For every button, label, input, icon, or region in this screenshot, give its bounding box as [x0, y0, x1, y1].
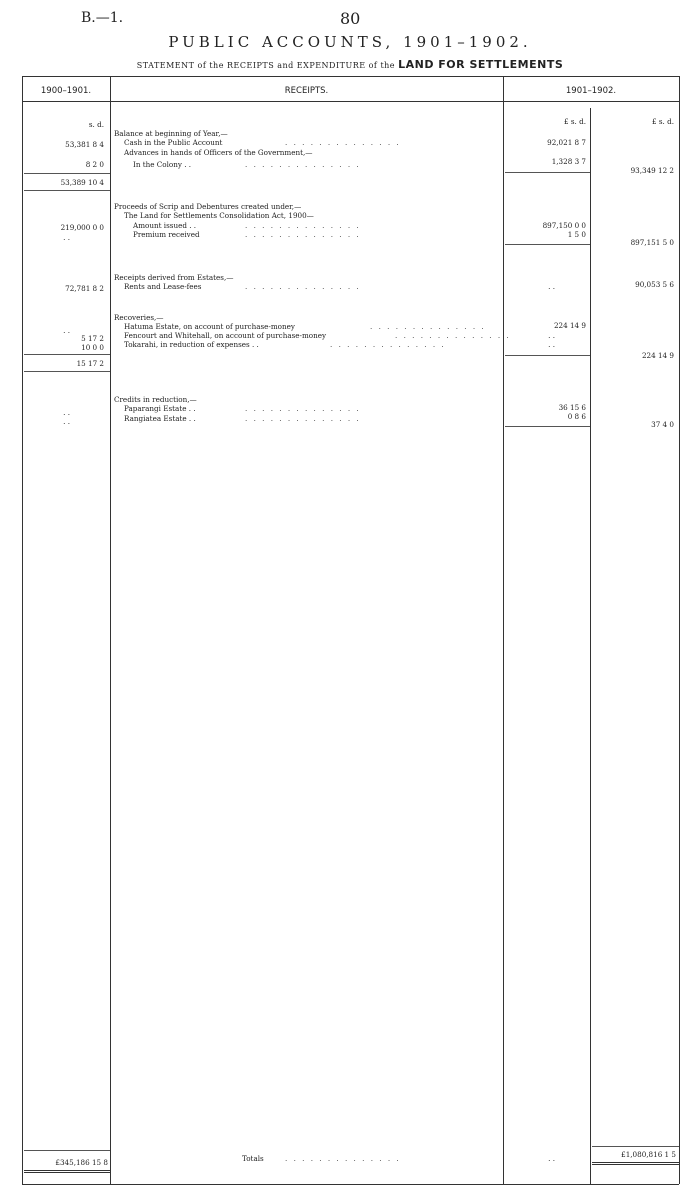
dot-leader: . . . . . . . . . . . . . .: [245, 282, 361, 291]
curr-subtotal-rule: [505, 355, 590, 356]
column-divider-2: [503, 76, 504, 1184]
dot-leader: . . . . . . . . . . . . . .: [245, 230, 361, 239]
curr-balance-total: 93,349 12 2: [630, 166, 674, 175]
curr-subtotal-rule: [505, 244, 590, 245]
prev-balance-subtotal: 53,389 10 4: [60, 178, 104, 187]
balance-advances-label: Advances in hands of Officers of the Government,—: [124, 148, 313, 157]
prev-credits-paparangi: . .: [63, 408, 70, 417]
recoveries-fencourt-label: Fencourt and Whitehall, on account of purchase-money: [124, 331, 327, 340]
prev-estates-rents: 72,781 8 2: [65, 284, 104, 293]
curr-recoveries-hatuma: 224 14 9: [553, 321, 586, 330]
curr-total-inner: . .: [548, 1154, 555, 1163]
table-right-border: [679, 76, 680, 1184]
dot-leader: . . . . . . . . . . . . . .: [245, 160, 361, 169]
report-reference: B.—1.: [81, 10, 124, 26]
curr-recoveries-total: 224 14 9: [641, 351, 674, 360]
prev-scrip-issued: 219,000 0 0: [60, 223, 104, 232]
unit-label-prev: s. d.: [88, 120, 104, 129]
curr-credits-total: 37 4 0: [651, 420, 674, 429]
recoveries-tokarahi-label: Tokarahi, in reduction of expenses . .: [124, 340, 259, 349]
curr-scrip-issued: 897,150 0 0: [542, 221, 586, 230]
scrip-act-label: The Land for Settlements Consolidation Act, 1900—: [124, 211, 314, 220]
page-number: 80: [340, 9, 361, 28]
curr-recoveries-tokarahi: . .: [548, 340, 555, 349]
curr-credits-paparangi: 36 15 6: [558, 403, 586, 412]
prev-recoveries-hatuma: . .: [63, 326, 70, 335]
dot-leader: . . . . . . . . . . . . . .: [370, 322, 486, 331]
dot-leader: . . . . . . . . . . . . . .: [285, 1154, 401, 1163]
curr-balance-cash: 92,021 8 7: [547, 138, 586, 147]
table-bottom-rule: [22, 1184, 679, 1185]
balance-cash-label: Cash in the Public Account: [124, 138, 223, 147]
prev-total-double-rule: [24, 1172, 110, 1173]
balance-heading: Balance at beginning of Year,—: [114, 129, 228, 138]
prev-subtotal-rule: [24, 173, 110, 174]
column-header-prev-year: 1900–1901.: [40, 86, 92, 96]
curr-subtotal-rule: [505, 426, 590, 427]
dot-leader: . . . . . . . . . . . . . .: [330, 340, 446, 349]
unit-label-curr-inner: £ s. d.: [563, 117, 586, 126]
dot-leader: . . . . . . . . . . . . . .: [245, 414, 361, 423]
estates-heading: Receipts derived from Estates,—: [114, 273, 234, 282]
prev-scrip-premium: . .: [63, 233, 70, 242]
curr-recoveries-fencourt: . .: [548, 331, 555, 340]
recoveries-heading: Recoveries,—: [114, 313, 164, 322]
dot-leader: . . . . . . . . . . . . . .: [245, 221, 361, 230]
balance-colony-label: In the Colony . .: [133, 160, 192, 169]
subtitle-bold: LAND FOR SETTLEMENTS: [398, 58, 564, 71]
page-title: PUBLIC ACCOUNTS, 1901–1902.: [168, 33, 532, 51]
curr-subtotal-rule: [505, 172, 590, 173]
prev-credits-rangiatea: . .: [63, 417, 70, 426]
prev-subtotal-rule: [24, 190, 110, 191]
curr-total-double-rule: [592, 1164, 679, 1165]
dot-leader: . . . . . . . . . . . . . .: [245, 404, 361, 413]
curr-scrip-total: 897,151 5 0: [630, 238, 674, 247]
estates-rents-label: Rents and Lease-fees: [124, 282, 202, 291]
prev-recoveries-subtotal: 15 17 2: [76, 359, 104, 368]
curr-scrip-premium: 1 5 0: [567, 230, 586, 239]
credits-rangiatea-label: Rangiatea Estate . .: [124, 414, 196, 423]
recoveries-hatuma-label: Hatuma Estate, on account of purchase-money: [124, 322, 295, 331]
scrip-premium-label: Premium received: [133, 230, 200, 239]
column-divider-3: [590, 108, 591, 1184]
curr-credits-rangiatea: 0 8 6: [567, 412, 586, 421]
unit-label-curr-total: £ s. d.: [651, 117, 674, 126]
curr-grand-total: £1,080,816 1 5: [621, 1150, 676, 1159]
table-left-border: [22, 76, 23, 1184]
totals-label: Totals: [242, 1154, 264, 1163]
prev-grand-total: £345,186 15 8: [55, 1158, 108, 1167]
dot-leader: . . . . . . . . . . . . . .: [285, 138, 401, 147]
dot-leader: . . . . . . . . . . . . . .: [395, 331, 511, 340]
credits-paparangi-label: Paparangi Estate . .: [124, 404, 196, 413]
column-divider-1: [110, 76, 111, 1184]
curr-estates-inner: . .: [548, 282, 555, 291]
column-header-curr-year: 1901–1902.: [565, 86, 617, 96]
statement-subtitle: [0, 58, 700, 71]
scrip-issued-label: Amount issued . .: [133, 221, 197, 230]
scrip-heading: Proceeds of Scrip and Debentures created under,—: [114, 202, 302, 211]
header-bottom-rule: [22, 101, 679, 102]
curr-total-rule: [592, 1146, 679, 1147]
curr-balance-colony: 1,328 3 7: [551, 157, 586, 166]
table-top-rule: [22, 76, 679, 77]
prev-recoveries-fencourt: 5 17 2: [81, 334, 104, 343]
curr-total-double-rule: [592, 1162, 679, 1163]
credits-heading: Credits in reduction,—: [114, 395, 197, 404]
curr-estates-total: 90,053 5 6: [635, 280, 674, 289]
prev-recoveries-tokarahi: 10 0 0: [81, 343, 104, 352]
prev-subtotal-rule: [24, 371, 110, 372]
prev-balance-colony: 8 2 0: [85, 160, 104, 169]
prev-balance-cash: 53,381 8 4: [65, 140, 104, 149]
column-header-receipts: RECEIPTS.: [284, 86, 329, 96]
prev-total-rule: [24, 1150, 110, 1151]
prev-total-double-rule: [24, 1170, 110, 1171]
prev-subtotal-rule: [24, 354, 110, 355]
subtitle-text: STATEMENT of the RECEIPTS and EXPENDITURE of the: [136, 61, 396, 70]
